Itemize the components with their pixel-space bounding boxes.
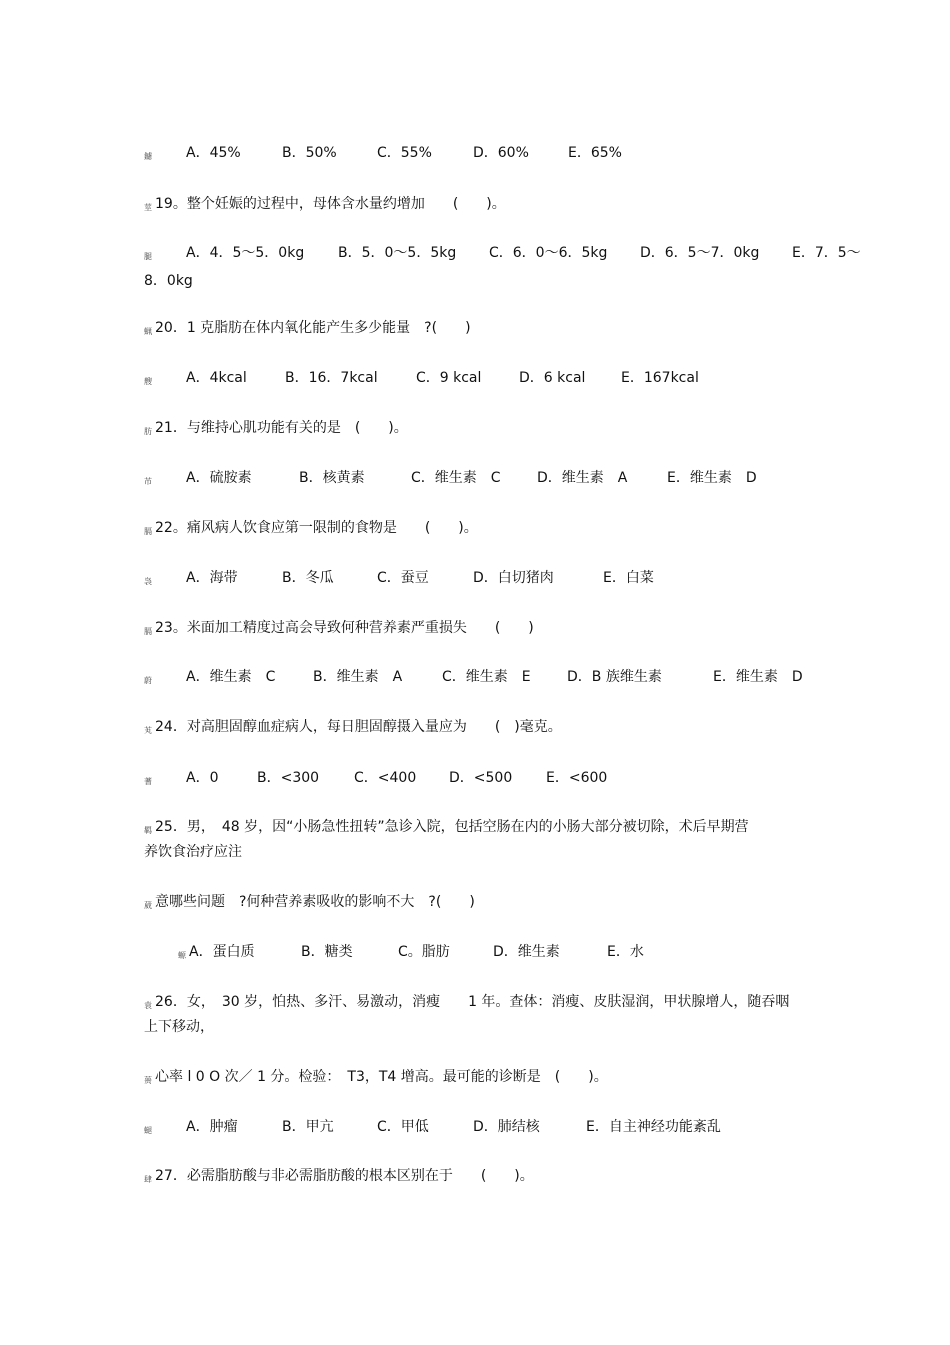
- margin-mark: 肆: [144, 1175, 152, 1184]
- option-a: A．硫胺素: [186, 470, 252, 486]
- option-e: E．维生素 D: [667, 470, 757, 486]
- question-text: 25．男， 48 岁，因“小肠急性扭转”急诊入院，包括空肠在内的小肠大部分被切除，术后早期营: [155, 819, 749, 835]
- option-c: C．蚕豆: [377, 570, 429, 586]
- option-a: A．45%: [186, 145, 241, 161]
- margin-mark: 袅: [144, 577, 152, 586]
- option-a: A．0: [186, 770, 219, 786]
- option-b: B．<300: [257, 770, 320, 786]
- option-a: A．4kcal: [186, 370, 247, 386]
- margin-mark: 芄: [144, 726, 152, 735]
- question-text: 20．1 克脂肪在体内氧化能产生多少能量 ?( ): [155, 320, 471, 336]
- option-c: C。脂肪: [398, 944, 450, 960]
- option-b: B．5．0～5．5kg: [338, 245, 457, 261]
- option-b: B．冬瓜: [282, 570, 334, 586]
- margin-mark: 腿: [144, 252, 152, 261]
- option-e: E．白菜: [603, 570, 654, 586]
- margin-mark: 膈: [144, 627, 152, 636]
- option-d: D．白切猪肉: [473, 570, 554, 586]
- question-text: 21．与维持心肌功能有关的是 ( )。: [155, 420, 408, 436]
- question-text: 23。米面加工精度过高会导致何种营养素严重损失 ( ): [155, 620, 534, 636]
- question-text: 24．对高胆固醇血症病人，每日胆固醇摄入量应为 ( )毫克。: [155, 719, 562, 735]
- option-c: C．甲低: [377, 1119, 429, 1135]
- question-text: 22。痛风病人饮食应第一限制的食物是 ( )。: [155, 520, 478, 536]
- margin-mark: 肪: [144, 427, 152, 436]
- option-c: C．维生素 E: [442, 669, 531, 685]
- margin-mark: 莖: [144, 203, 152, 212]
- question-text: 26．女， 30 岁，怕热、多汗、易激动，消瘦 1 年。查体：消瘦、皮肤湿润，甲状腺增人，随吞咽: [155, 994, 790, 1010]
- question-text-continued: 养饮食治疗应注: [144, 844, 242, 860]
- option-c: C．6．0～6．5kg: [489, 245, 608, 261]
- option-a: A．蛋白质: [189, 944, 255, 960]
- margin-mark: 艘: [144, 377, 152, 386]
- option-c: C．<400: [354, 770, 417, 786]
- margin-mark: 葳: [144, 901, 152, 910]
- option-b: B．核黄素: [299, 470, 365, 486]
- option-e: E．65%: [568, 145, 622, 161]
- margin-mark: 袁: [144, 1001, 152, 1010]
- option-e: E．水: [607, 944, 644, 960]
- option-e: E．自主神经功能紊乱: [586, 1119, 721, 1135]
- option-d: D．肺结核: [473, 1119, 540, 1135]
- option-d: D．6．5～7．0kg: [640, 245, 760, 261]
- option-a: A．维生素 C: [186, 669, 276, 685]
- question-text: 心率 l 0 O 次／ 1 分。检验： T3，T4 增高。最可能的诊断是 ( )。: [155, 1069, 608, 1085]
- option-b: B．维生素 A: [313, 669, 403, 685]
- option-d: D．B 族维生素: [567, 669, 662, 685]
- margin-mark: 膈: [144, 527, 152, 536]
- option-e: E．167kcal: [621, 370, 699, 386]
- option-d: D．<500: [449, 770, 513, 786]
- question-text: 19。整个妊娠的过程中，母体含水量约增加 ( )。: [155, 196, 506, 212]
- margin-mark: 芇: [144, 477, 152, 486]
- option-c: C．9 kcal: [416, 370, 482, 386]
- margin-mark: 蔚: [144, 676, 152, 685]
- option-b: B．16．7kcal: [285, 370, 378, 386]
- margin-mark: 螈: [178, 951, 186, 960]
- question-text: 意哪些问题 ?何种营养素吸收的影响不大 ?( ): [155, 894, 475, 910]
- option-c: C．55%: [377, 145, 432, 161]
- question-text-continued: 上下移动，: [144, 1019, 214, 1035]
- option-e: E．维生素 D: [713, 669, 803, 685]
- option-b: B．50%: [282, 145, 337, 161]
- option-d: D．6 kcal: [519, 370, 586, 386]
- question-text: 27．必需脂肪酸与非必需脂肪酸的根本区别在于 ( )。: [155, 1168, 534, 1184]
- margin-mark: 螁: [144, 1126, 152, 1135]
- option-b: B．糖类: [301, 944, 353, 960]
- option-a: A．4．5～5．0kg: [186, 245, 305, 261]
- margin-mark: 蒉: [144, 1076, 152, 1085]
- option-b: B．甲亢: [282, 1119, 334, 1135]
- margin-mark: 蓍: [144, 777, 152, 786]
- option-e-continued: 8．0kg: [144, 273, 193, 289]
- option-e: E．<600: [546, 770, 608, 786]
- option-d: D．维生素 A: [537, 470, 628, 486]
- option-e: E．7．5～: [792, 245, 861, 261]
- margin-mark: 蝋: [144, 327, 152, 336]
- margin-mark: 羁: [144, 826, 152, 835]
- margin-mark: 鑢: [144, 152, 152, 161]
- option-a: A．海带: [186, 570, 238, 586]
- option-d: D．维生素: [493, 944, 560, 960]
- option-a: A．肿瘤: [186, 1119, 238, 1135]
- option-d: D．60%: [473, 145, 529, 161]
- option-c: C．维生素 C: [411, 470, 501, 486]
